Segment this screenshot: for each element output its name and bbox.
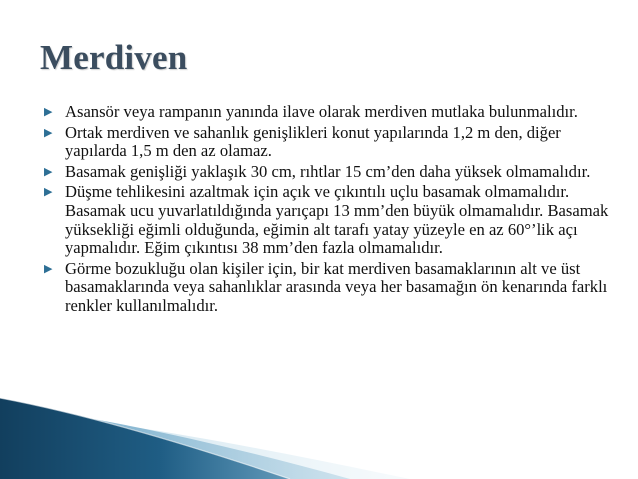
triangle-bullet-icon: ▶ <box>44 126 53 139</box>
triangle-bullet-icon: ▶ <box>44 106 53 118</box>
slide-title: Merdiven <box>40 38 188 77</box>
swoosh-dark-band <box>0 398 290 479</box>
triangle-bullet-icon: ▶ <box>44 262 53 275</box>
bullet-text: Asansör veya rampanın yanında ilave olarak merdiven mutlaka bulunmalıdır. <box>65 102 578 121</box>
swoosh-highlight-line <box>0 398 290 479</box>
swoosh-light-band <box>0 412 410 479</box>
bullet-text: Düşme tehlikesini azaltmak için açık ve çıkıntılı uçlu basamak olmamalıdır. Basamak ucu yuvarlatıldığında yarıçapı 13 mm’den büyük olmamalıdır. Basamak yüksekliği eğimli olduğunda, eğimin alt tarafı yatay yüzeyle en az 60°’lik açı yapmalıdır. Eğim çıkıntısı 38 mm’den fazla olmamalıdır. <box>65 182 609 258</box>
bullet-list <box>42 103 614 318</box>
bullet-item <box>42 163 614 182</box>
triangle-bullet-icon: ▶ <box>44 165 53 178</box>
bullet-text: Görme bozukluğu olan kişiler için, bir kat merdiven basamaklarının alt ve üst basamaklarında veya sahanlıklar arasında veya her basamağın ön kenarında farklı renkler kullanılmalıdır. <box>65 258 608 315</box>
bullet-item <box>42 124 614 161</box>
bullet-item <box>42 260 614 316</box>
bullet-item <box>42 103 614 122</box>
triangle-bullet-icon: ▶ <box>44 186 53 199</box>
swoosh-mid-band <box>0 405 350 479</box>
bullet-text: Ortak merdiven ve sahanlık genişlikleri konut yapılarında 1,2 m den, diğer yapılarda 1,5 m den az olamaz. <box>65 122 561 161</box>
bullet-text: Basamak genişliği yaklaşık 30 cm, rıhtlar 15 cm’den daha yüksek olmamalıdır. <box>65 161 591 181</box>
bullet-item <box>42 183 614 257</box>
